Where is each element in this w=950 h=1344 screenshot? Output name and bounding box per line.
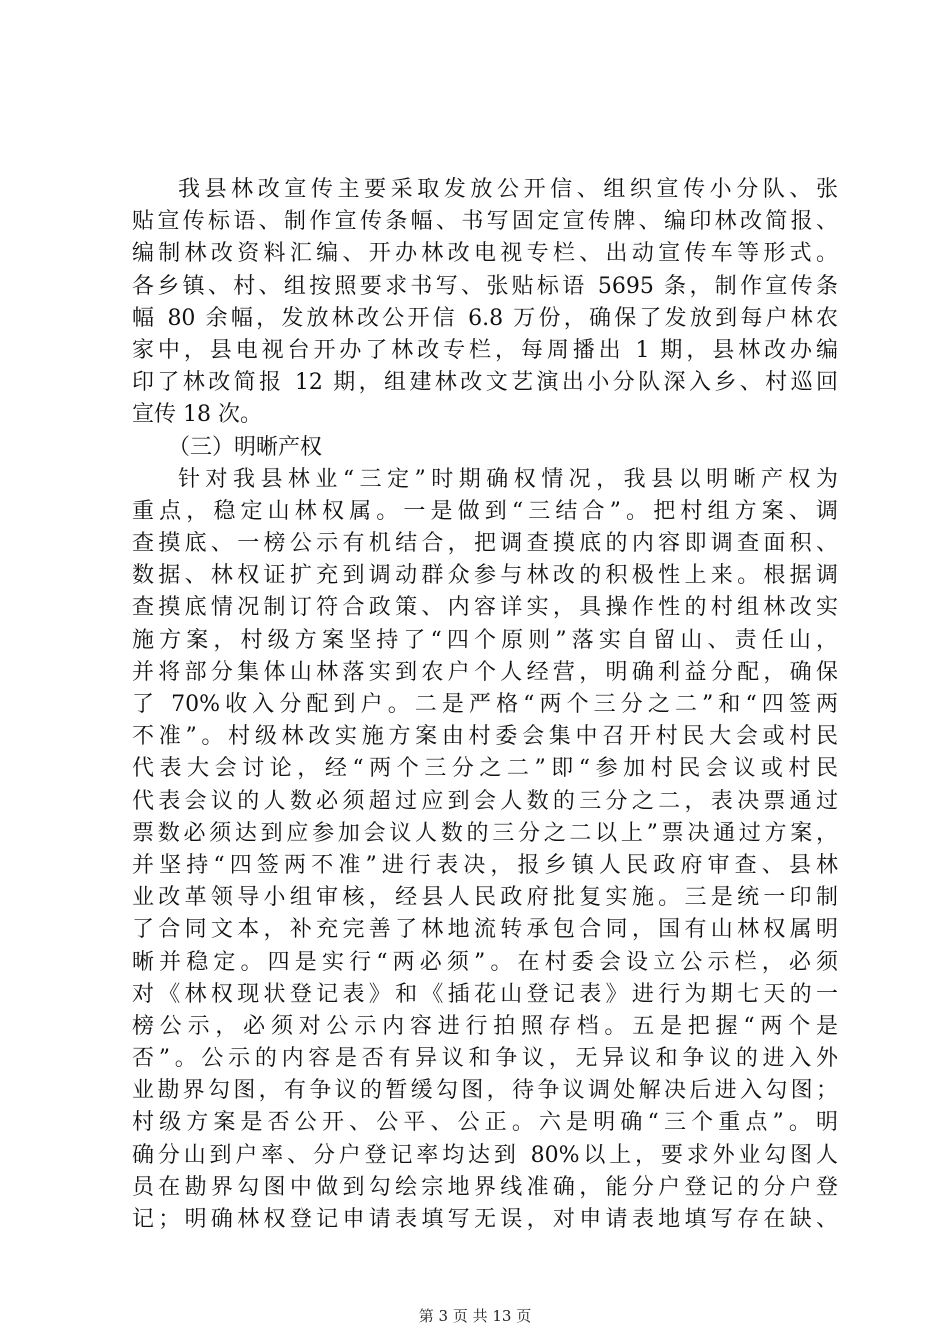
text-line: 否”。公示的内容是否有异议和争议，无异议和争议的进入外 — [132, 1046, 838, 1072]
text-line: 代表会议的人数必须超过应到会人数的三分之二，表决票通过 — [132, 788, 838, 814]
text-line: 家中，县电视台开办了林改专栏，每周播出 1 期，县林改办编 — [132, 337, 838, 363]
text-line: 村级方案是否公开、公平、公正。六是明确“三个重点”。明 — [132, 1110, 838, 1136]
text-line: 施方案，村级方案坚持了“四个原则”落实自留山、责任山， — [132, 627, 838, 653]
text-line: 针对我县林业“三定”时期确权情况，我县以明晰产权为 — [178, 466, 838, 492]
text-line: 查摸底情况制订符合政策、内容详实，具操作性的村组林改实 — [132, 595, 838, 621]
text-line: 了 70%收入分配到户。二是严格“两个三分之二”和“四签两 — [132, 692, 838, 717]
text-line: 宣传 18 次。 — [132, 402, 262, 428]
text-line: 榜公示，必须对公示内容进行拍照存档。五是把握“两个是 — [132, 1013, 838, 1039]
paragraph-publicity — [132, 174, 838, 432]
text-line: 晰并稳定。四是实行“两必须”。在村委会设立公示栏，必须 — [132, 949, 838, 975]
text-line: 数据、林权证扩充到调动群众参与林改的积极性上来。根据调 — [132, 563, 838, 589]
text-line: 并坚持“四签两不准”进行表决，报乡镇人民政府审查、县林 — [132, 852, 838, 878]
text-line: 业改革领导小组审核，经县人民政府批复实施。三是统一印制 — [132, 885, 838, 911]
text-line: 我县林改宣传主要采取发放公开信、组织宣传小分队、张 — [178, 177, 838, 202]
text-line: 查摸底、一榜公示有机结合，把调查摸底的内容即调查面积、 — [132, 531, 838, 557]
paragraph-property-rights — [132, 464, 838, 1237]
text-line: 编制林改资料汇编、开办林改电视专栏、出动宣传车等形式。 — [132, 241, 838, 267]
text-line: 印了林改简报 12 期，组建林改文艺演出小分队深入乡、村巡回 — [132, 370, 838, 396]
page-footer: 第 3 页 共 13 页 — [418, 1307, 532, 1325]
section-heading: （三）明晰产权 — [168, 434, 323, 460]
text-line: 员在勘界勾图中做到勾绘宗地界线准确，能分户登记的分户登 — [132, 1174, 838, 1200]
document-body — [132, 174, 838, 1236]
text-line: 代表大会讨论，经“两个三分之二”即“参加村民会议或村民 — [132, 756, 838, 782]
text-line: 幅 80 余幅，发放林改公开信 6.8 万份，确保了发放到每户林农 — [132, 305, 838, 331]
text-line: 业勘界勾图，有争议的暂缓勾图，待争议调处解决后进入勾图； — [132, 1078, 838, 1104]
text-line: 对《林权现状登记表》和《插花山登记表》进行为期七天的一 — [132, 981, 838, 1007]
text-line: 了合同文本，补充完善了林地流转承包合同，国有山林权属明 — [132, 917, 838, 943]
text-line: 确分山到户率、分户登记率均达到 80%以上，要求外业勾图人 — [132, 1142, 838, 1168]
text-line: 贴宣传标语、制作宣传条幅、书写固定宣传牌、编印林改简报、 — [132, 209, 838, 235]
text-line: 并将部分集体山林落实到农户个人经营，明确利益分配，确保 — [132, 659, 838, 685]
text-line: 各乡镇、村、组按照要求书写、张贴标语 5695 条，制作宣传条 — [132, 273, 838, 299]
text-line: 不准”。村级林改实施方案由村委会集中召开村民大会或村民 — [132, 724, 838, 750]
text-line: 记；明确林权登记申请表填写无误，对申请表地填写存在缺、 — [132, 1207, 838, 1232]
text-line: 票数必须达到应参加会议人数的三分之二以上”票决通过方案， — [132, 820, 838, 846]
text-line: 重点，稳定山林权属。一是做到“三结合”。把村组方案、调 — [132, 498, 838, 524]
